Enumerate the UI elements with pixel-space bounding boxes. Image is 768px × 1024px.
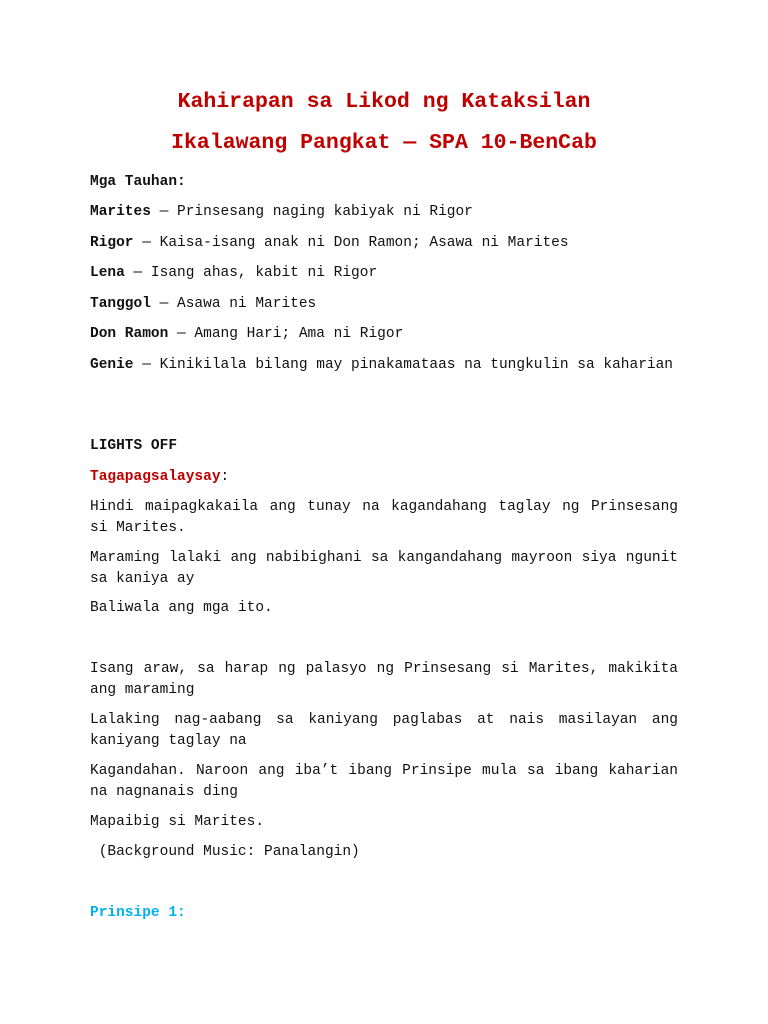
character-entry [90, 294, 678, 315]
narration-paragraph: Isang araw, sa harap ng palasyo ng Prinsesang si Marites, makikita ang maraming [90, 661, 678, 698]
character-description: — Prinsesang naging kabiyak ni Rigor [150, 204, 473, 220]
stage-cue: LIGHTS OFF [90, 438, 178, 454]
document-title: Kahirapan sa Likod ng Kataksilan [177, 90, 591, 114]
narrator-label-line [90, 467, 678, 488]
character-description: — Kinikilala bilang may pinakamataas na tungkulin sa kaharian [133, 357, 674, 373]
character-name: Marites [90, 204, 151, 220]
character-entry [90, 324, 678, 345]
character-name: Rigor [90, 235, 134, 251]
character-name: Lena [90, 265, 125, 281]
character-description: — Amang Hari; Ama ni Rigor [168, 326, 404, 342]
document-subtitle: Ikalawang Pangkat — SPA 10-BenCab [171, 131, 597, 155]
music-note: (Background Music: Panalangin) [90, 844, 360, 860]
narrator-label: Tagapagsalaysay [90, 469, 221, 485]
narration-paragraph: Hindi maipagkakaila ang tunay na kagandahang taglay ng Prinsesang si Marites. [90, 499, 678, 536]
character-entry [90, 263, 678, 284]
narrator-colon: : [220, 469, 230, 485]
narration-paragraph: Mapaibig si Marites. [90, 814, 265, 830]
character-name: Genie [90, 357, 134, 373]
narration-paragraph: Kagandahan. Naroon ang iba’t ibang Prinsipe mula sa ibang kaharian na nagnanais ding [90, 763, 678, 800]
narration-paragraph: Lalaking nag-aabang sa kaniyang paglabas at nais masilayan ang kaniyang taglay na [90, 712, 678, 749]
character-entry [90, 202, 678, 223]
character-description: — Asawa ni Marites [150, 296, 317, 312]
speaker-label: Prinsipe 1: [90, 905, 186, 921]
character-name: Don Ramon [90, 326, 169, 342]
narration-paragraph: Maraming lalaki ang nabibighani sa kangandahang mayroon siya ngunit sa kaniya ay [90, 550, 678, 587]
character-entry [90, 355, 678, 376]
character-description: — Kaisa-isang anak ni Don Ramon; Asawa ni Marites [133, 235, 569, 251]
character-description: — Isang ahas, kabit ni Rigor [124, 265, 378, 281]
character-name: Tanggol [90, 296, 151, 312]
narration-paragraph: Baliwala ang mga ito. [90, 600, 273, 616]
cast-heading: Mga Tauhan: [90, 174, 186, 190]
character-entry [90, 233, 678, 254]
